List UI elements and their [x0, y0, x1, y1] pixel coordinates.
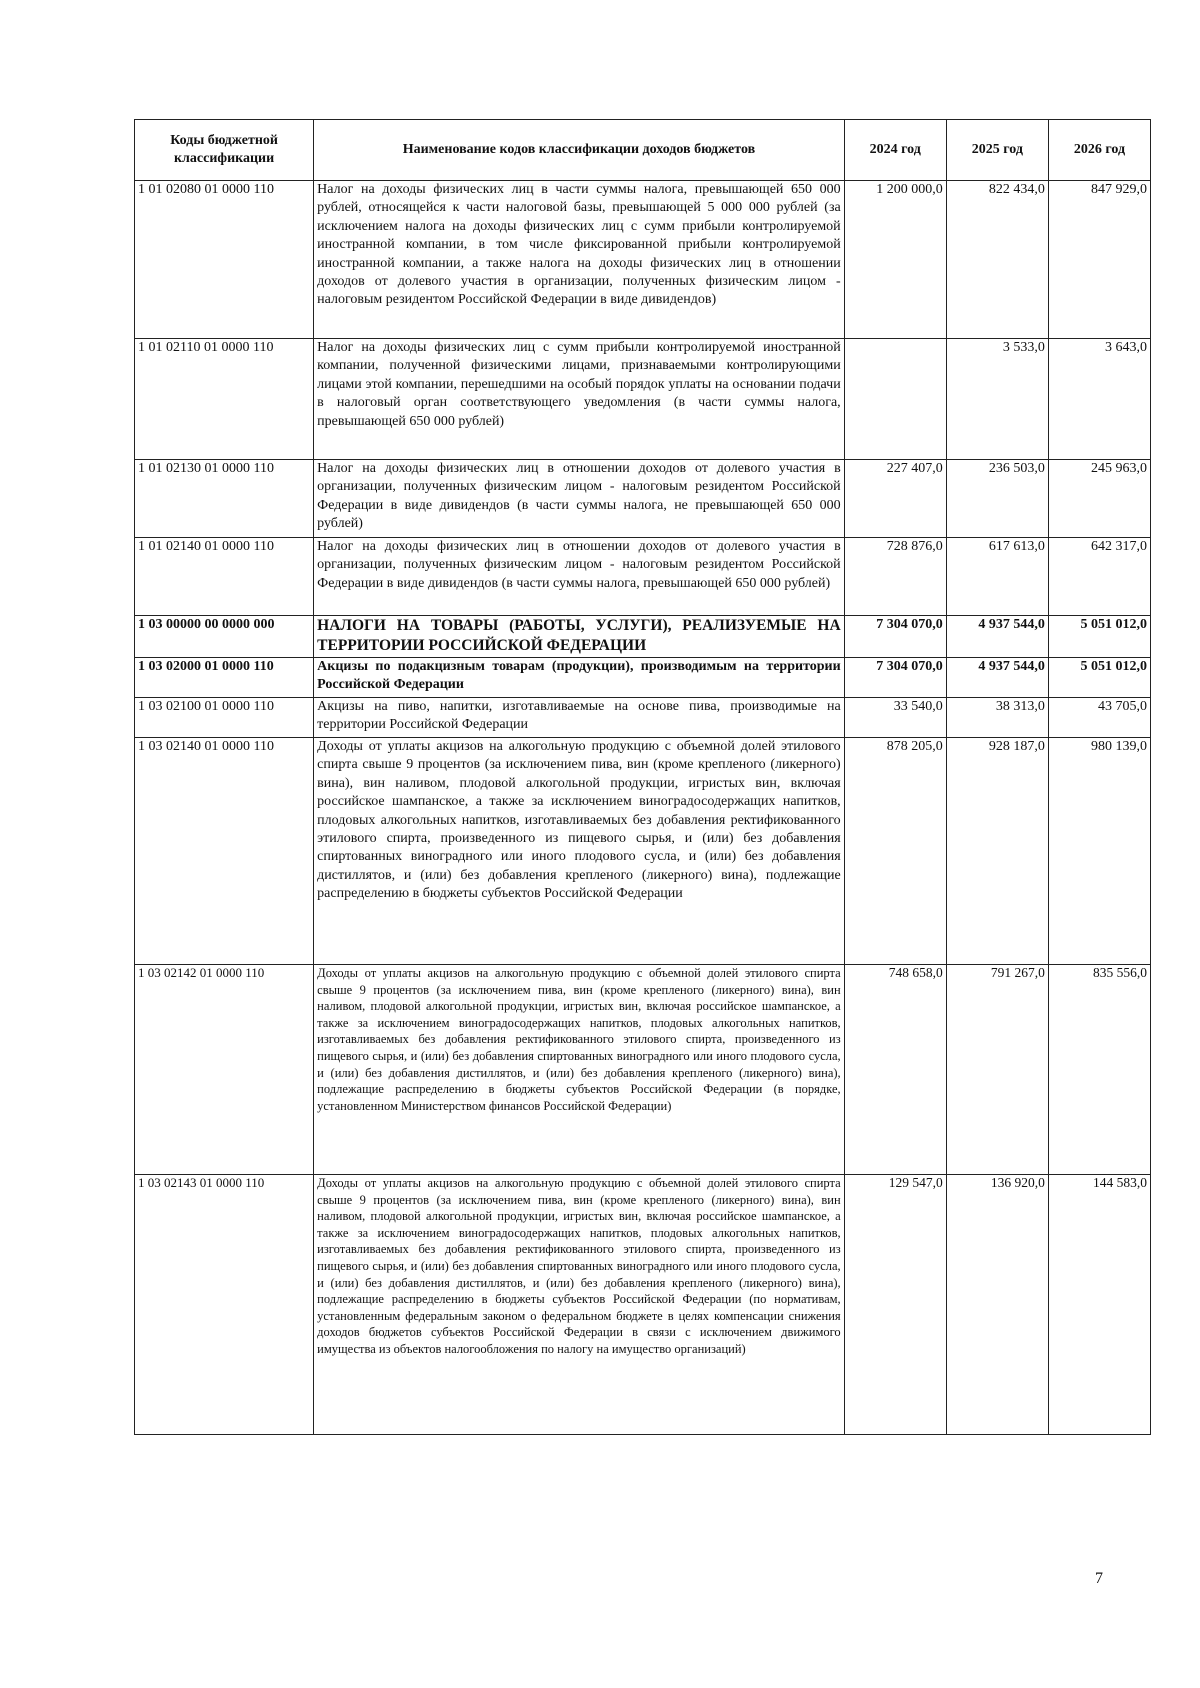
row-code: 1 03 02100 01 0000 110: [135, 698, 314, 738]
row-name: НАЛОГИ НА ТОВАРЫ (РАБОТЫ, УСЛУГИ), РЕАЛИЗУЕМЫЕ НА ТЕРРИТОРИИ РОССИЙСКОЙ ФЕДЕРАЦИИ: [314, 616, 845, 658]
header-code: Коды бюджетной классификации: [135, 120, 314, 181]
row-value-2025: 4 937 544,0: [946, 616, 1048, 658]
row-code: 1 01 02140 01 0000 110: [135, 538, 314, 616]
row-name: Налог на доходы физических лиц с сумм прибыли контролируемой иностранной компании, полученной физическими лицами, признаваемыми контролирующими лицами этой компании, перешедшими на особый порядок уплаты на основании подачи в налоговый орган соответствующего уведомления (в части суммы налога, превышающей 650 000 рублей): [314, 339, 845, 460]
header-2026: 2026 год: [1048, 120, 1150, 181]
table-header-row: [135, 120, 1151, 181]
row-value-2024: 7 304 070,0: [844, 658, 946, 698]
table-row: [135, 1175, 1151, 1435]
row-value-2024: 33 540,0: [844, 698, 946, 738]
row-value-2024: 728 876,0: [844, 538, 946, 616]
row-value-2025: 617 613,0: [946, 538, 1048, 616]
row-code: 1 01 02130 01 0000 110: [135, 460, 314, 538]
row-code: 1 03 00000 00 0000 000: [135, 616, 314, 658]
budget-revenue-table: [134, 119, 1151, 1435]
header-name: Наименование кодов классификации доходов бюджетов: [314, 120, 845, 181]
row-code: 1 03 02142 01 0000 110: [135, 965, 314, 1175]
row-value-2024: 748 658,0: [844, 965, 946, 1175]
row-name: Доходы от уплаты акцизов на алкогольную продукцию с объемной долей этилового спирта свыше 9 процентов (за исключением пива, вин (кроме крепленого (ликерного) вина), вин наливом, плодовой алкогольной продукции, игристых вин, включая российское шампанское, а также за исключением виноградосодержащих напитков, плодовых алкогольных напитков, изготавливаемых без добавления ректификованного этилового спирта, произведенного из пищевого сырья, и (или) без добавления спиртованных виноградного или иного плодового сусла, и (или) без добавления дистиллятов, и (или) без добавления крепленого (ликерного) вина), подлежащие распределению в бюджеты субъектов Российской Федерации: [314, 738, 845, 965]
row-value-2025: 4 937 544,0: [946, 658, 1048, 698]
row-value-2025: 822 434,0: [946, 181, 1048, 339]
row-value-2026: 5 051 012,0: [1048, 616, 1150, 658]
row-code: 1 01 02080 01 0000 110: [135, 181, 314, 339]
header-2025: 2025 год: [946, 120, 1048, 181]
table-row: [135, 538, 1151, 616]
row-value-2024: 7 304 070,0: [844, 616, 946, 658]
table-row: [135, 181, 1151, 339]
header-2024: 2024 год: [844, 120, 946, 181]
table-row-subtotal: [135, 658, 1151, 698]
row-code: 1 03 02140 01 0000 110: [135, 738, 314, 965]
row-value-2025: 236 503,0: [946, 460, 1048, 538]
row-name: Доходы от уплаты акцизов на алкогольную продукцию с объемной долей этилового спирта свыше 9 процентов (за исключением пива, вин (кроме крепленого (ликерного) вина), вин наливом, плодовой алкогольной продукции, игристых вин, включая российское шампанское, а также за исключением виноградосодержащих напитков, плодовых алкогольных напитков, изготавливаемых без добавления ректификованного этилового спирта, произведенного из пищевого сырья, и (или) без добавления спиртованных виноградного или иного плодового сусла, и (или) без добавления дистиллятов, и (или) без добавления крепленого (ликерного) вина), подлежащие распределению в бюджеты субъектов Российской Федерации (в порядке, установленном Министерством финансов Российской Федерации): [314, 965, 845, 1175]
row-name: Налог на доходы физических лиц в отношении доходов от долевого участия в организации, полученных физическим лицом - налоговым резидентом Российской Федерации в виде дивидендов (в части суммы налога, не превышающей 650 000 рублей): [314, 460, 845, 538]
row-value-2026: 847 929,0: [1048, 181, 1150, 339]
table-row: [135, 339, 1151, 460]
row-name: Налог на доходы физических лиц в части суммы налога, превышающей 650 000 рублей, относящейся к части налоговой базы, превышающей 5 000 000 рублей (за исключением налога на доходы физических лиц с сумм прибыли контролируемой иностранной компании, в том числе фиксированной прибыли контролируемой иностранной компании, а также налога на доходы физических лиц в отношении доходов от долевого участия в организации, полученных физическим лицом - налоговым резидентом Российской Федерации в виде дивидендов): [314, 181, 845, 339]
row-value-2025: 791 267,0: [946, 965, 1048, 1175]
row-name: Акцизы по подакцизным товарам (продукции), производимым на территории Российской Федерации: [314, 658, 845, 698]
row-value-2024: 1 200 000,0: [844, 181, 946, 339]
table-row: [135, 965, 1151, 1175]
row-value-2026: 144 583,0: [1048, 1175, 1150, 1435]
row-value-2024: 129 547,0: [844, 1175, 946, 1435]
row-code: 1 03 02000 01 0000 110: [135, 658, 314, 698]
table-row-section-total: [135, 616, 1151, 658]
row-value-2026: 642 317,0: [1048, 538, 1150, 616]
table-row: [135, 460, 1151, 538]
row-value-2025: 928 187,0: [946, 738, 1048, 965]
table-row: [135, 698, 1151, 738]
row-value-2024: [844, 339, 946, 460]
row-value-2025: 38 313,0: [946, 698, 1048, 738]
row-value-2026: 980 139,0: [1048, 738, 1150, 965]
row-value-2024: 878 205,0: [844, 738, 946, 965]
row-value-2026: 245 963,0: [1048, 460, 1150, 538]
row-name: Доходы от уплаты акцизов на алкогольную продукцию с объемной долей этилового спирта свыше 9 процентов (за исключением пива, вин (кроме крепленого (ликерного) вина), вин наливом, плодовой алкогольной продукции, игристых вин, включая российское шампанское, а также за исключением виноградосодержащих напитков, плодовых алкогольных напитков, изготавливаемых без добавления ректификованного этилового спирта, произведенного из пищевого сырья, и (или) без добавления спиртованных виноградного или иного плодового сусла, и (или) без добавления дистиллятов, и (или) без добавления крепленого (ликерного) вина), подлежащие распределению в бюджеты субъектов Российской Федерации (по нормативам, установленным федеральным законом о федеральном бюджете в целях компенсации снижения доходов бюджетов субъектов Российской Федерации в связи с исключением движимого имущества из объектов налогообложения по налогу на имущество организаций): [314, 1175, 845, 1435]
table-row: [135, 738, 1151, 965]
row-value-2026: 43 705,0: [1048, 698, 1150, 738]
row-value-2024: 227 407,0: [844, 460, 946, 538]
row-code: 1 03 02143 01 0000 110: [135, 1175, 314, 1435]
row-value-2026: 5 051 012,0: [1048, 658, 1150, 698]
row-name: Налог на доходы физических лиц в отношении доходов от долевого участия в организации, полученных физическим лицом - налоговым резидентом Российской Федерации в виде дивидендов (в части суммы налога, превышающей 650 000 рублей): [314, 538, 845, 616]
row-value-2025: 136 920,0: [946, 1175, 1048, 1435]
row-value-2026: 3 643,0: [1048, 339, 1150, 460]
row-value-2025: 3 533,0: [946, 339, 1048, 460]
row-name: Акцизы на пиво, напитки, изготавливаемые на основе пива, производимые на территории Российской Федерации: [314, 698, 845, 738]
row-value-2026: 835 556,0: [1048, 965, 1150, 1175]
page-number: 7: [1095, 1570, 1103, 1587]
row-code: 1 01 02110 01 0000 110: [135, 339, 314, 460]
